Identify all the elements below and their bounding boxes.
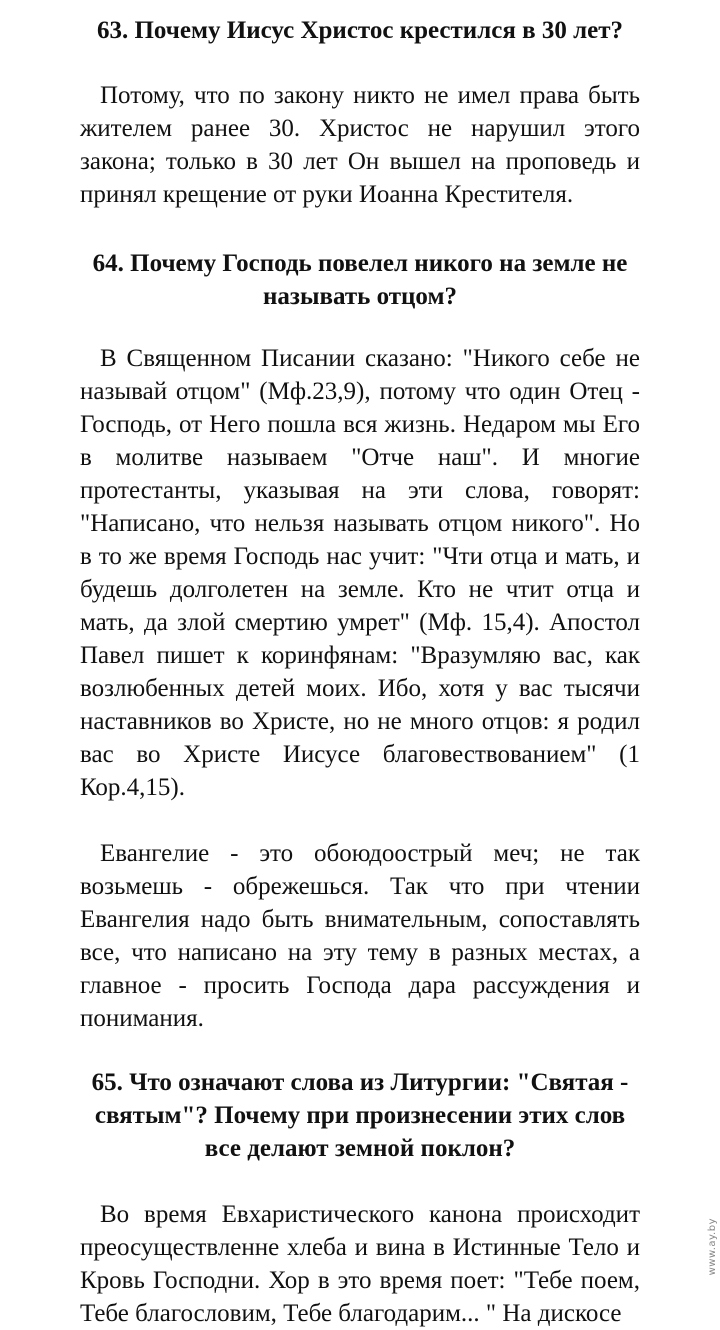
question-heading-65: 65. Что означают слова из Литургии: "Святая - святым"? Почему при произнесении этих слов все делают земной поклон? — [91, 1069, 629, 1162]
answer-paragraph-64-1: В Священном Писании сказано: "Никого себе не называй отцом" (Мф.23,9), потому что один Отец - Господь, от Него пошла вся жизнь. Недаром мы Его в молитве называем "Отче наш". И многие протестанты, указывая на эти слова, говорят: "Написано, что нельзя называть отцом никого". Но в то же время Господь нас учит: "Чти отца и мать, и будешь долголетен на земле. Кто не чтит отца и мать, да злой смертию умрет" (Мф. 15,4). Апостол Павел пишет к коринфянам: "Вразумляю вас, как возлюбенных детей моих. Ибо, хотя у вас тысячи наставников во Христе, но не много отцов: я родил вас во Христе Иисусе благовествованием" (1 Кор.4,15). — [80, 345, 640, 801]
answer-paragraph-64-2: Евангелие - это обоюдоострый меч; не так возьмешь - обрежешься. Так что при чтении Евангелия надо быть внимательным, сопоставлять все, что написано на эту тему в разных местах, а главное - просить Господа дара рассуждения и понимания. — [80, 840, 640, 1032]
answer-paragraph-65: Во время Евхаристического канона происходит преосуществленне хлеба и вина в Истинные Тело и Кровь Господни. Хор в это время поет: "Тебе поем, Тебе благословим, Тебе благодарим... " На дискосе — [80, 1201, 640, 1327]
watermark: www.ay.by — [707, 1217, 718, 1275]
question-heading-63: 63. Почему Иисус Христос крестился в 30 лет? — [96, 17, 623, 44]
answer-paragraph-63: Потому, что по закону никто не имел права быть жителем ранее 30. Христос не нарушил этого закона; только в 30 лет Он вышел на проповедь и принял крещение от руки Иоанна Крестителя. — [80, 82, 640, 208]
question-heading-64: 64. Почему Господь повелел никого на земле не называть отцом? — [92, 250, 628, 310]
